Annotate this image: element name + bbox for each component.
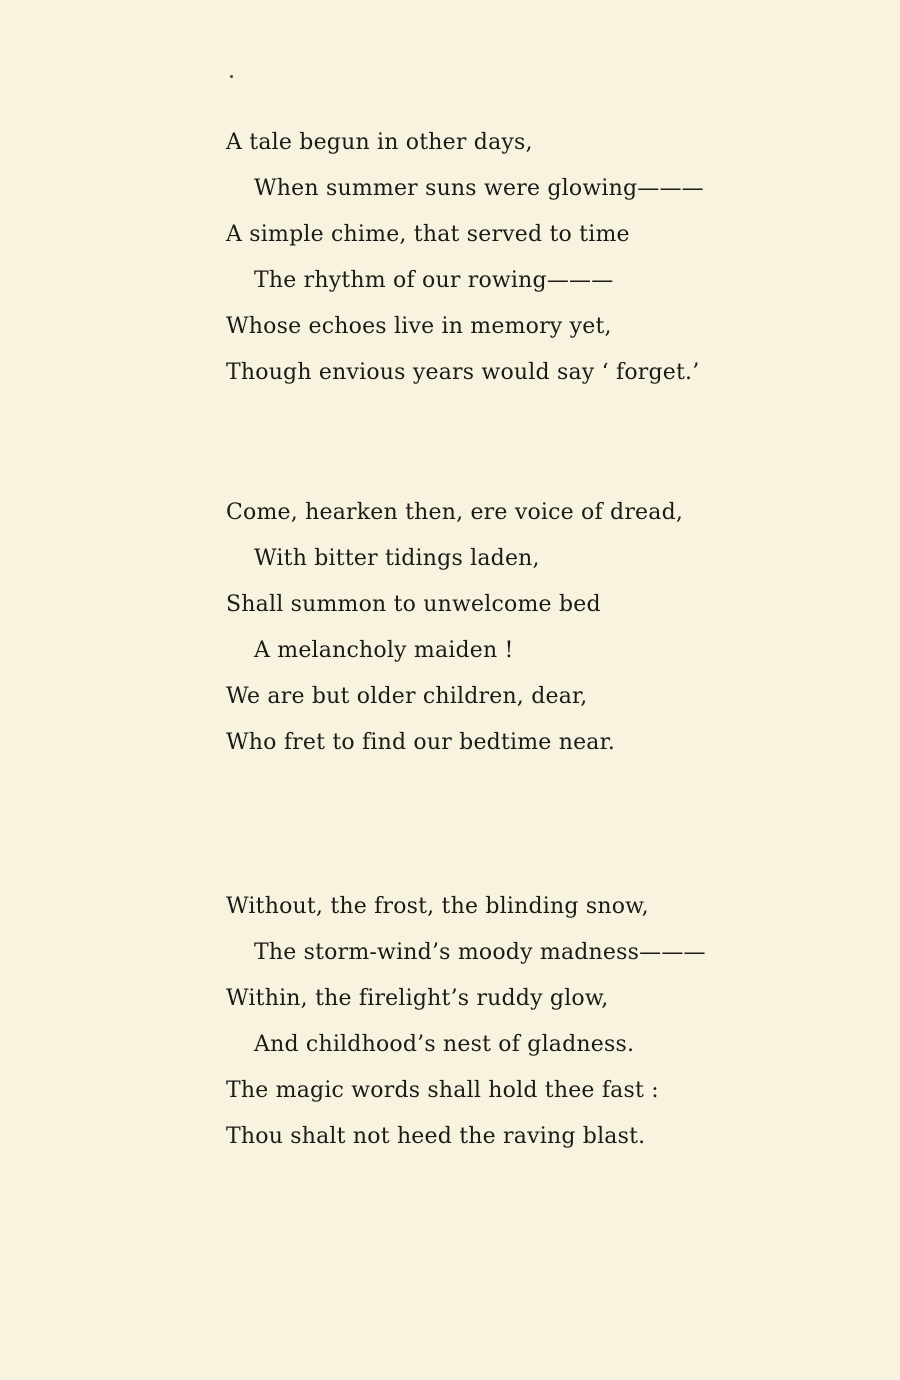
poem-line: Within, the firelight’s ruddy glow, (226, 986, 609, 1011)
poem-line: Though envious years would say ‘ forget.’ (226, 360, 700, 385)
poem-line: Whose echoes live in memory yet, (226, 314, 612, 339)
poem-line: Without, the frost, the blinding snow, (226, 894, 649, 919)
poem-line: The rhythm of our rowing——— (254, 268, 614, 293)
poem-line: A simple chime, that served to time (226, 222, 630, 247)
poem-line: Thou shalt not heed the raving blast. (226, 1124, 646, 1149)
poem-line: With bitter tidings laden, (254, 546, 540, 571)
ink-speck (230, 75, 233, 78)
poem-line: A melancholy maiden ! (254, 638, 514, 663)
poem-line: Who fret to find our bedtime near. (226, 730, 616, 755)
poem-line: And childhood’s nest of gladness. (254, 1032, 635, 1057)
poem-line: The storm-wind’s moody madness——— (254, 940, 706, 965)
poem-line: Shall summon to unwelcome bed (226, 592, 601, 617)
poem-line: A tale begun in other days, (226, 130, 533, 155)
poem-line: The magic words shall hold thee fast : (226, 1078, 659, 1103)
poem-line: We are but older children, dear, (226, 684, 588, 709)
poem-line: Come, hearken then, ere voice of dread, (226, 500, 684, 525)
poem-line: When summer suns were glowing——— (254, 176, 704, 201)
